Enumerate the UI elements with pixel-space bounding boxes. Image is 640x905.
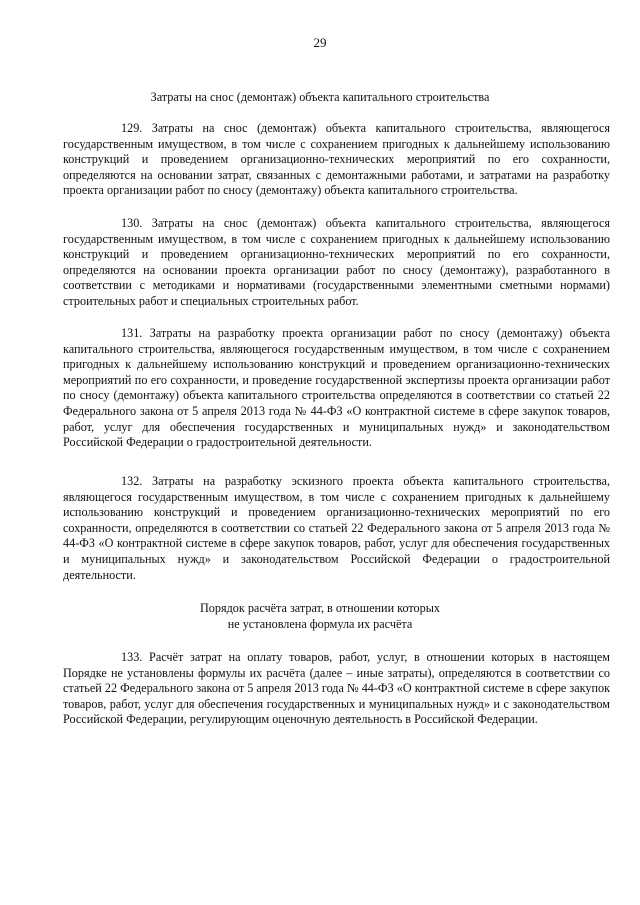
- page-number: 29: [313, 35, 327, 50]
- section-heading-demolition-costs: [0, 90, 640, 106]
- section-heading-line-1: Порядок расчёта затрат, в отношении которых: [199, 601, 441, 615]
- section-heading-other-costs: [0, 601, 640, 632]
- paragraph-131: 131. Затраты на разработку проекта организации работ по сносу (демонтажу) объекта капитального строительства, являющегося государственным имуществом, в том числе с сохранением пригодных к дальнейшему использованию конструкций и проведением организационно-технических мероприятий по его сохранности, и проведение государственной экспертизы проекта организации работ по сносу (демонтажу) объекта капитального строительства определяются в соответствии со статьей 22 Федерального закона от 5 апреля 2013 года № 44-ФЗ «О контрактной системе в сфере закупок товаров, работ, услуг для обеспечения государственных и муниципальных нужд» и законодательством Российской Федерации о градостроительной деятельности.: [63, 326, 610, 450]
- section-heading-text: Затраты на снос (демонтаж) объекта капитального строительства: [150, 90, 490, 104]
- paragraph-132: 132. Затраты на разработку эскизного проекта объекта капитального строительства, являющегося государственным имуществом, в том числе с сохранением пригодных к дальнейшему использованию конструкций и проведением организационно-технических мероприятий по его сохранности, определяются в соответствии со статьей 22 Федерального закона от 5 апреля 2013 года № 44-ФЗ «О контрактной системе в сфере закупок товаров, работ, услуг для обеспечения государственных и муниципальных нужд» и законодательством Российской Федерации о градостроительной деятельности.: [63, 474, 610, 582]
- paragraph-129: 129. Затраты на снос (демонтаж) объекта капитального строительства, являющегося государственным имуществом, в том числе с сохранением пригодных к дальнейшему использованию конструкций и проведением организационно-технических мероприятий по его сохранности, определяются на основании затрат, связанных с демонтажными работами, и затратами на разработку проекта организации работ по сносу (демонтажу) объекта капитального строительства.: [63, 121, 610, 198]
- paragraph-130: 130. Затраты на снос (демонтаж) объекта капитального строительства, являющегося государственным имуществом, в том числе с сохранением пригодных к дальнейшему использованию конструкций и проведением организационно-технических мероприятий по его сохранности, определяются на основании проекта организации работ по сносу (демонтажу), разработанного в соответствии с методиками и нормативами (государственными элементными сметными нормами) строительных работ и специальных строительных работ.: [63, 216, 610, 308]
- paragraph-133: 133. Расчёт затрат на оплату товаров, работ, услуг, в отношении которых в настоящем Порядке не установлены формулы их расчёта (далее – иные затраты), определяются в соответствии со статьей 22 Федерального закона от 5 апреля 2013 года № 44-ФЗ «О контрактной системе в сфере закупок товаров, работ, услуг для обеспечения государственных и муниципальных нужд» и с законодательством Российской Федерации, регулирующим оценочную деятельность в Российской Федерации.: [63, 650, 610, 727]
- section-heading-line-2: не установлена формула их расчёта: [227, 616, 413, 631]
